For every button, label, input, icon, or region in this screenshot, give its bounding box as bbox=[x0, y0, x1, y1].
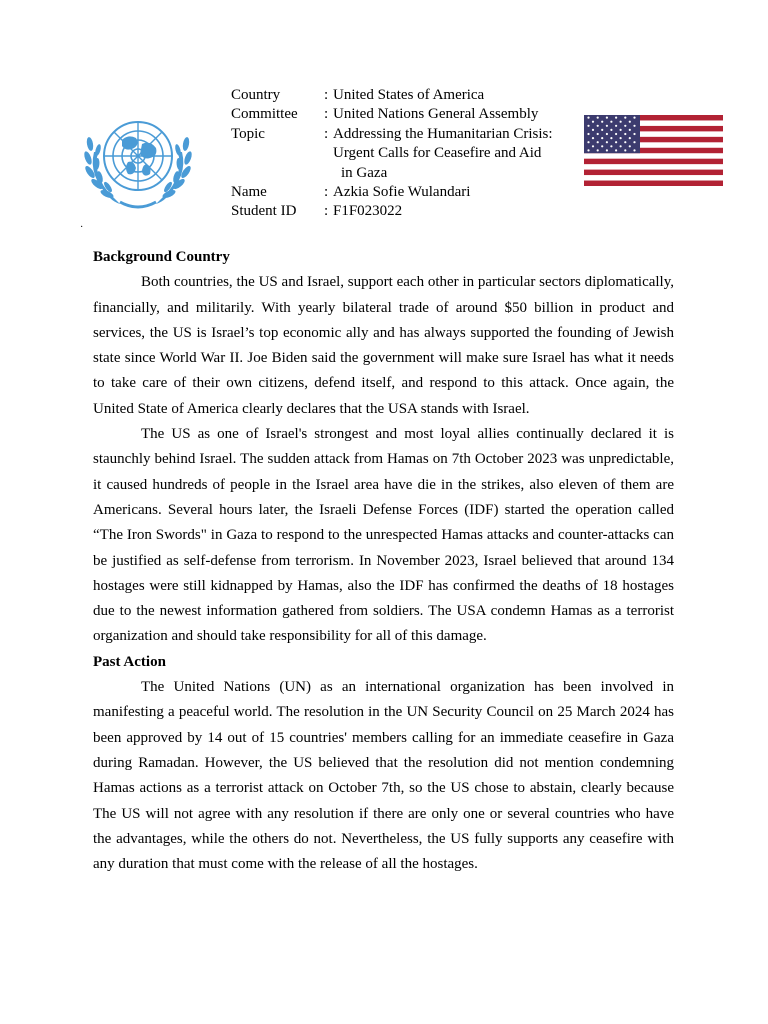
flag-star bbox=[606, 149, 608, 151]
flag-star bbox=[620, 121, 622, 123]
flag-star bbox=[610, 129, 612, 131]
flag-star bbox=[597, 133, 599, 135]
flag-star bbox=[601, 129, 603, 131]
un-emblem-logo bbox=[72, 104, 204, 216]
flag-star bbox=[592, 137, 594, 139]
flag-star bbox=[620, 137, 622, 139]
flag-star bbox=[606, 125, 608, 127]
flag-star bbox=[592, 129, 594, 131]
topic-value-line1: Addressing the Humanitarian Crisis: bbox=[333, 125, 553, 142]
flag-star bbox=[597, 125, 599, 127]
past-action-heading: Past Action bbox=[93, 653, 166, 670]
flag-star bbox=[610, 121, 612, 123]
flag-star bbox=[615, 125, 617, 127]
flag-star bbox=[601, 137, 603, 139]
past-action-paragraph-1: The United Nations (UN) as an international organization has been involved in manifesting a peaceful world. The resolution in the UN Security Council on 25 March 2024 has been approved by 14 out of 15 countries' members calling for an immediate ceasefire in Gaza during Ramadan. However, the US believed that the resolution did not mention condemning Hamas actions as a terrorist attack on October 7th, so the US chose to abstain, clearly because The US will not agree with any resolution if there are only one or several countries who have the advantages, while the others do not. Nevertheless, the US fully supports any ceasefire with any duration that must come with the release of all the hostages. bbox=[93, 679, 674, 873]
flag-star bbox=[592, 145, 594, 147]
flag-star bbox=[587, 149, 589, 151]
document-body bbox=[93, 245, 674, 877]
flag-star bbox=[587, 133, 589, 135]
flag-star bbox=[624, 125, 626, 127]
name-row bbox=[231, 183, 576, 202]
student-id-value: F1F023022 bbox=[333, 203, 403, 220]
committee-value: United Nations General Assembly bbox=[333, 106, 539, 123]
name-label: Name bbox=[231, 184, 267, 201]
committee-label: Committee bbox=[231, 106, 298, 123]
topic-colon: : bbox=[324, 125, 329, 142]
flag-star bbox=[601, 145, 603, 147]
flag-star bbox=[597, 141, 599, 143]
flag-star bbox=[629, 145, 631, 147]
flag-star bbox=[633, 141, 635, 143]
student-id-row bbox=[231, 202, 576, 221]
background-country-heading: Background Country bbox=[93, 249, 230, 265]
flag-star bbox=[615, 117, 617, 119]
flag-star bbox=[615, 149, 617, 151]
student-id-label: Student ID bbox=[231, 203, 297, 220]
topic-value-line3: in Gaza bbox=[341, 164, 388, 181]
flag-star bbox=[624, 149, 626, 151]
country-colon: : bbox=[324, 87, 329, 103]
background-paragraph-1: Both countries, the US and Israel, support each other in particular sectors diplomatically, financially, and militarily. With yearly bilateral trade of around $50 billion in product and services, the US is Israel’s top economic ally and has always supported the founding of Jewish state since World War II. Joe Biden said the government will make sure Israel has what it needs to take care of their own citizens, defend itself, and respond to this attack. Once again, the United State of America clearly declares that the USA stands with Israel. bbox=[93, 274, 674, 417]
stray-mark: · bbox=[80, 222, 84, 233]
topic-label: Topic bbox=[231, 125, 265, 142]
student-id-colon: : bbox=[324, 203, 329, 220]
flag-star bbox=[620, 145, 622, 147]
flag-star bbox=[610, 145, 612, 147]
flag-star bbox=[592, 121, 594, 123]
flag-star bbox=[620, 129, 622, 131]
flag-star bbox=[606, 133, 608, 135]
committee-colon: : bbox=[324, 106, 329, 123]
country-row bbox=[231, 86, 576, 105]
flag-star bbox=[615, 141, 617, 143]
flag-star bbox=[633, 149, 635, 151]
flag-star bbox=[633, 117, 635, 119]
flag-star bbox=[624, 117, 626, 119]
flag-star bbox=[597, 149, 599, 151]
committee-row bbox=[231, 105, 576, 124]
us-flag-image bbox=[584, 115, 723, 186]
flag-star bbox=[624, 141, 626, 143]
name-colon: : bbox=[324, 184, 329, 201]
flag-star bbox=[606, 141, 608, 143]
flag-star bbox=[587, 125, 589, 127]
background-paragraph-2: The US as one of Israel's strongest and most loyal allies continually declared it is staunchly behind Israel. The sudden attack from Hamas on 7th October 2023 was unpredictable, it caused hundreds of people in the Israel area have die in the strikes, also eleven of them are Americans. Several hours later, the Israeli Defense Forces (IDF) started the operation called “The Iron Swords" in Gaza to respond to the unrespected Hamas attacks and counter-attacks can be justified as self-defense from terrorism. In November 2023, Israel believed that around 134 hostages were still kidnapped by Hamas, also the IDF has confirmed the deaths of 18 hostages due to the newest information gathered from soldiers. The USA condemn Hamas as a terrorist organization and should take responsibility for all of this damage. bbox=[93, 426, 674, 645]
flag-star bbox=[624, 133, 626, 135]
flag-star bbox=[606, 117, 608, 119]
flag-star bbox=[633, 125, 635, 127]
header-info bbox=[231, 86, 576, 222]
flag-star bbox=[601, 121, 603, 123]
flag-star bbox=[610, 137, 612, 139]
flag-star bbox=[597, 117, 599, 119]
topic-value-line2: Urgent Calls for Ceasefire and Aid bbox=[333, 145, 542, 162]
flag-star bbox=[587, 117, 589, 119]
flag-star bbox=[615, 133, 617, 135]
flag-star bbox=[629, 137, 631, 139]
flag-star bbox=[633, 133, 635, 135]
flag-star bbox=[629, 129, 631, 131]
country-label: Country bbox=[231, 87, 281, 103]
topic-row bbox=[231, 125, 576, 144]
name-value: Azkia Sofie Wulandari bbox=[333, 184, 471, 201]
flag-star bbox=[629, 121, 631, 123]
country-value: United States of America bbox=[333, 87, 485, 103]
flag-star bbox=[587, 141, 589, 143]
